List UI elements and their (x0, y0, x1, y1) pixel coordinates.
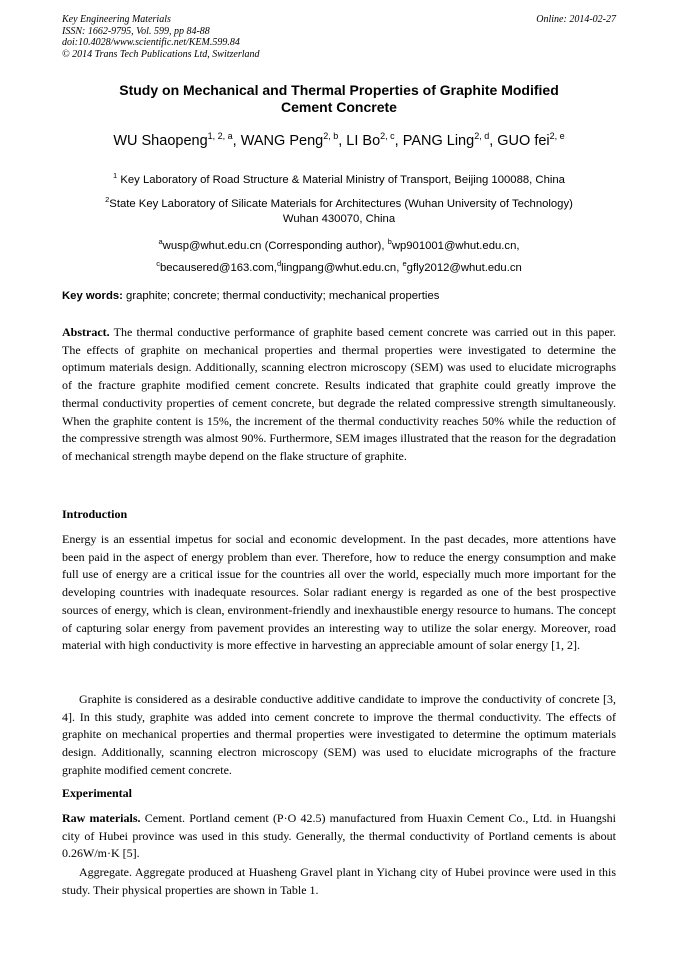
aggregate-paragraph: Aggregate. Aggregate produced at Huasheng Gravel plant in Yichang city of Hubei province were used in this study. Their physical properties are shown in Table 1. (62, 865, 616, 897)
author-name: PANG Ling (402, 132, 475, 149)
issn-line: ISSN: 1662-9795, Vol. 599, pp 84-88 (62, 25, 210, 37)
email-d-sup: d (276, 258, 282, 268)
email-a-sup: a (158, 237, 163, 246)
experimental-heading: Experimental (62, 786, 132, 800)
author-name: LI Bo (346, 132, 381, 149)
journal-header (62, 14, 260, 60)
affiliation-1-text: Key Laboratory of Road Structure & Material Ministry of Transport, Beijing 100088, China (120, 173, 565, 186)
author-name: WANG Peng (240, 132, 324, 149)
affiliation-2-sup: 2 (105, 195, 110, 204)
title-line-1: Study on Mechanical and Thermal Properties of Graphite Modified (119, 82, 559, 98)
email-a: wusp@whut.edu.cn (Corresponding author), (162, 239, 388, 252)
email-d: lingpang@whut.edu.cn, (281, 261, 403, 274)
introduction-paragraph-1: Energy is an essential impetus for social and economic development. In the past decades, more attentions have been paid in the aspect of energy problem than ever. Therefore, how to reduce the energy consumption and make full use of energy are a critical issue for the countries all over the world, especially much more important for the developing countries with inadequate resources. Solar radiant energy is regarded as one of the best prospective sources of energy, which is clean, environment-friendly and inexhaustible energy resource to humans. The concept of capturing solar energy from pavement provides an interesting way to utilize the solar energy. Moreover, road material with high conductivity is more effective in harvesting an appreciable amount of solar energy [1, 2]. (62, 532, 616, 653)
author-affil-sup: 2, b (323, 131, 339, 141)
keywords (62, 290, 616, 302)
author-sep: , (338, 132, 347, 149)
affiliation-1 (62, 168, 616, 188)
author-name: WU Shaopeng (113, 132, 208, 149)
email-b-sup: b (387, 237, 392, 246)
keywords-label: Key words: (62, 290, 123, 302)
affiliation-2 (62, 192, 616, 227)
author-sep: , (489, 132, 498, 149)
journal-name: Key Engineering Materials (62, 14, 171, 25)
paper-title (70, 82, 608, 116)
author-affil-sup: 2, d (474, 131, 490, 141)
introduction-paragraph-2: Graphite is considered as a desirable conductive additive candidate to improve the conductivity of concrete [3, 4]. In this study, graphite was added into cement concrete to improve the thermal conductivity. The effects of graphite on mechanical properties and thermal properties were investigated to determine the optimum materials design. Additionally, scanning electron microscopy (SEM) was used to elucidate micrographs of the fracture graphite modified cement concrete. (62, 692, 616, 777)
author-affil-sup: 2, e (549, 131, 565, 141)
author-sep: , (394, 132, 403, 149)
email-c: becausered@163.com, (159, 261, 277, 274)
raw-materials-label: Raw materials. (62, 811, 141, 825)
author-sep: , (232, 132, 241, 149)
affiliation-2-line-2: Wuhan 430070, China (282, 212, 396, 225)
email-e-sup: e (402, 258, 407, 268)
title-line-2: Cement Concrete (281, 99, 397, 115)
abstract-label: Abstract. (62, 325, 110, 339)
email-e: gfly2012@whut.edu.cn (406, 261, 522, 274)
author-affil-sup: 2, c (380, 131, 395, 141)
abstract (62, 324, 616, 466)
affiliation-1-sup: 1 (113, 171, 118, 180)
keywords-text: graphite; concrete; thermal conductivity; mechanical properties (122, 290, 440, 302)
raw-materials-paragraph (62, 810, 616, 863)
email-block (62, 233, 616, 277)
author-affil-sup: 1, 2, a (207, 131, 233, 141)
copyright-line: © 2014 Trans Tech Publications Ltd, Switzerland (62, 48, 260, 60)
doi-line: doi:10.4028/www.scientific.net/KEM.599.84 (62, 37, 240, 48)
email-b: wp901001@whut.edu.cn, (391, 239, 520, 252)
affiliation-2-line-1: State Key Laboratory of Silicate Materials for Architectures (Wuhan University of Technology) (109, 197, 573, 210)
introduction-heading: Introduction (62, 507, 128, 521)
abstract-text: The thermal conductive performance of graphite based cement concrete was carried out in this paper. The effects of graphite on mechanical properties and thermal properties were investigated to determine the optimum materials design. Additionally, scanning electron microscopy (SEM) was used to elucidate micrographs of the fracture graphite modified cement concrete. Results indicated that graphite could greatly improve the thermal conductivity properties of cement concrete, but degrade the related compressive strength simultaneously. When the graphite content is 15%, the increment of the thermal conductivity reaches 50% while the reduction of the compressive strength was almost 90%. Furthermore, SEM images illustrated that the reason for the degradation of mechanical strength maybe depend on the flake structure of graphite. (62, 325, 616, 463)
author-list (40, 131, 638, 149)
online-date: Online: 2014-02-27 (536, 14, 616, 25)
author-name: GUO fei (497, 132, 550, 149)
raw-materials-text: Cement. Portland cement (P·O 42.5) manufactured from Huaxin Cement Co., Ltd. in Huangshi city of Hubei province was used in this study. Generally, the thermal conductivity of Portland cements is about 0.26W/m·K [5]. (62, 811, 616, 861)
email-c-sup: c (156, 258, 160, 268)
